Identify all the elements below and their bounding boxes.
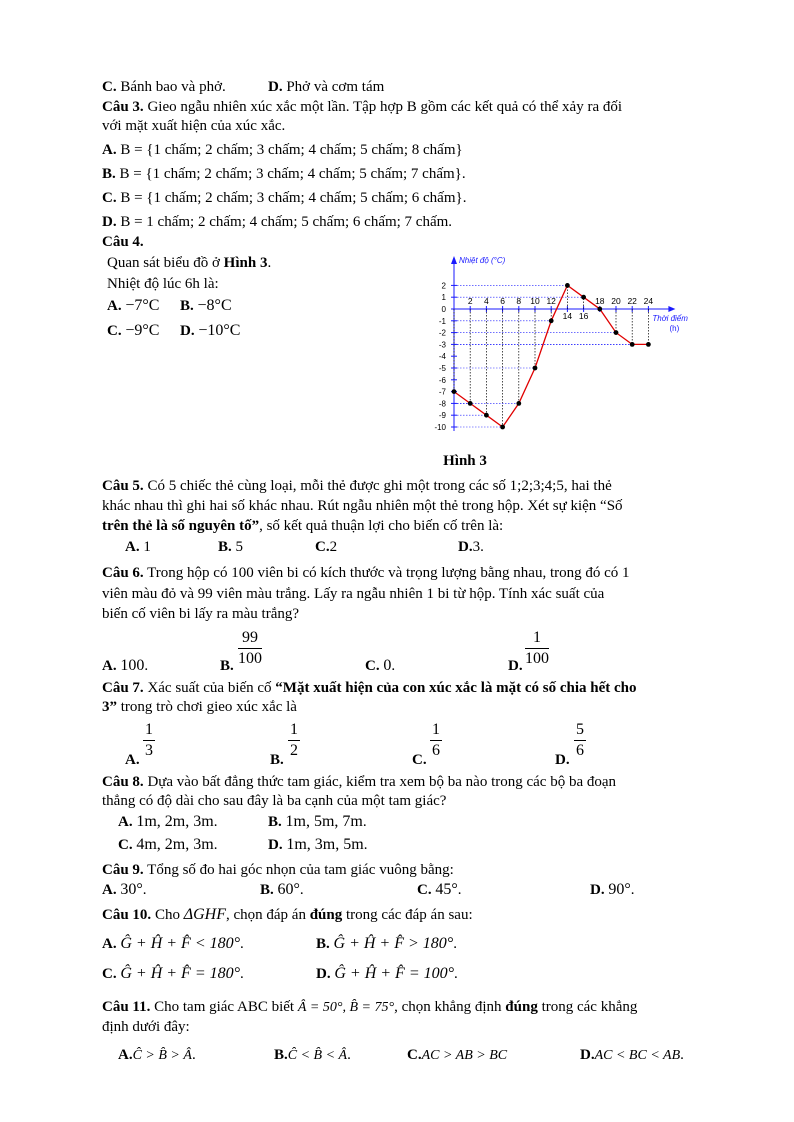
- q2-option-d: D. Phở và cơm tám: [268, 79, 385, 95]
- q7-option-b-fraction: $\frac{1}{2}$: [290, 721, 298, 759]
- data-point: [484, 413, 489, 418]
- q6-option-c: C. 0.: [365, 657, 396, 674]
- data-point: [468, 401, 473, 406]
- x-tick-label: 4: [484, 296, 489, 306]
- q6-option-a: A. 100.: [102, 657, 149, 674]
- y-tick-label: -1: [438, 316, 446, 326]
- q7-option-d-fraction: $\frac{5}{6}$: [576, 721, 584, 759]
- q3-option-d: D. B = 1 chấm; 2 chấm; 4 chấm; 5 chấm; 6 chấm; 7 chấm.: [102, 214, 453, 230]
- q3-stem-line1: Câu 3. Gieo ngẫu nhiên xúc xắc một lần. Tập hợp B gồm các kết quả có thể xảy ra đối: [102, 99, 623, 115]
- q3-stem-line2: với mặt xuất hiện của xúc xắc.: [102, 118, 286, 134]
- q9-option-c: C. 45°.: [417, 881, 462, 898]
- q6-option-d-key: D.: [508, 658, 523, 674]
- q5-option-d: D.3.: [458, 539, 484, 555]
- q8-option-b: B. 1m, 5m, 7m.: [268, 813, 367, 830]
- x-axis-arrow: [668, 306, 675, 312]
- q6-stem-line3: biến cố viên bi lấy ra màu trắng?: [102, 606, 300, 622]
- q5-option-a: A. 1: [125, 539, 151, 555]
- y-tick-label: -2: [438, 328, 446, 338]
- q9-option-d: D. 90°.: [590, 881, 635, 898]
- q3-option-a: A. B = {1 chấm; 2 chấm; 3 chấm; 4 chấm; 5 chấm; 8 chấm}: [102, 142, 463, 158]
- q4-option-c: C. −9°C: [107, 322, 160, 339]
- x-tick-label: 22: [627, 296, 637, 306]
- data-point: [581, 295, 586, 300]
- q10-option-a: A. Ĝ + Ĥ + F̂ < 180°.: [102, 935, 244, 952]
- q8-option-d: D. 1m, 3m, 5m.: [268, 836, 368, 853]
- x-tick-label: 10: [530, 296, 540, 306]
- q11-option-c: C.AC > AB > BC: [407, 1047, 508, 1063]
- y-tick-label: 1: [441, 293, 446, 303]
- q6-stem-line1: Câu 6. Trong hộp có 100 viên bi có kích thước và trọng lượng bằng nhau, trong đó có 1: [102, 565, 630, 581]
- temperature-line-chart: [420, 250, 690, 445]
- q5-option-c: C.2: [315, 539, 338, 555]
- q6-stem-line2: viên màu đỏ và 99 viên màu trắng. Lấy ra ngẫu nhiên 1 bi từ hộp. Tính xác suất của: [102, 586, 605, 602]
- q5-stem-line1: Câu 5. Có 5 chiếc thẻ cùng loại, mỗi thẻ được ghi một trong các số 1;2;3;4;5, hai thẻ: [102, 478, 612, 494]
- q4-option-b: B. −8°C: [180, 297, 232, 314]
- q7-option-c-key: C.: [412, 752, 427, 768]
- x-axis-label: Thời điểm: [652, 314, 688, 323]
- q7-option-c-fraction: $\frac{1}{6}$: [432, 721, 440, 759]
- y-tick-label: -10: [434, 423, 446, 432]
- data-point: [597, 307, 602, 312]
- q7-option-a-fraction: $\frac{1}{3}$: [145, 721, 153, 759]
- x-tick-label: 20: [611, 296, 621, 306]
- y-tick-label: -8: [438, 399, 446, 409]
- q5-option-b: B. 5: [218, 539, 244, 555]
- q4-stem-line2: Nhiệt độ lúc 6h là:: [107, 276, 219, 292]
- q11-stem-line1: Câu 11. Cho tam giác ABC biết Â = 50°, B̂ = 75°, chọn khẳng định đúng trong các khẳng: [102, 999, 638, 1015]
- y-tick-label: -6: [438, 375, 446, 385]
- y-tick-label: -5: [438, 364, 446, 373]
- y-tick-label: -7: [438, 387, 446, 397]
- q9-option-b: B. 60°.: [260, 881, 304, 898]
- y-tick-label: -3: [438, 340, 446, 350]
- q7-option-d-key: D.: [555, 752, 570, 768]
- x-tick-label: 8: [516, 296, 522, 306]
- q11-option-b: B.Ĉ < B̂ < Â.: [274, 1047, 351, 1063]
- q3-option-b: B. B = {1 chấm; 2 chấm; 3 chấm; 4 chấm; 5 chấm; 7 chấm}.: [102, 166, 466, 182]
- q9-option-a: A. 30°.: [102, 881, 147, 898]
- q11-option-a: A.Ĉ > B̂ > Â.: [118, 1047, 196, 1063]
- x-tick-label: 6: [500, 296, 505, 306]
- y-tick-label: 2: [441, 281, 446, 291]
- data-point: [516, 401, 521, 406]
- q4-label: Câu 4.: [102, 234, 144, 250]
- q10-option-b: B. Ĝ + Ĥ + F̂ > 180°.: [316, 935, 457, 952]
- q5-stem-line2: khác nhau thì ghi hai số khác nhau. Rút ngẫu nhiên một thẻ trong hộp. Xét sự kiện “Số: [102, 498, 623, 514]
- y-axis-arrow: [451, 256, 457, 264]
- q7-option-b-key: B.: [270, 752, 284, 768]
- q4-option-a: A. −7°C: [107, 297, 160, 314]
- data-point: [549, 318, 554, 323]
- x-tick-label: 2: [467, 296, 473, 306]
- x-tick-label: 24: [643, 296, 654, 306]
- q10-stem: Câu 10. Cho ΔGHF, chọn đáp án đúng trong các đáp án sau:: [102, 906, 473, 923]
- x-tick-label: 12: [546, 296, 556, 306]
- x-axis-unit: (h): [669, 324, 680, 333]
- x-tick-label: 14: [562, 311, 573, 321]
- x-tick-label: 18: [595, 296, 605, 306]
- q4-stem-line1: Quan sát biểu đồ ở Hình 3.: [107, 255, 272, 271]
- data-point: [646, 342, 651, 347]
- y-axis-label: Nhiệt độ (°C): [459, 256, 506, 265]
- q6-option-b-fraction: $\frac{99}{100}$: [238, 629, 262, 667]
- q6-option-d-fraction: $\frac{1}{100}$: [525, 629, 549, 667]
- data-point: [614, 330, 619, 335]
- q10-option-c: C. Ĝ + Ĥ + F̂ = 180°.: [102, 965, 244, 982]
- q5-stem-line3: trên thẻ là số nguyên tố”, số kết quả thuận lợi cho biến cố trên là:: [102, 518, 504, 534]
- y-tick-label: -9: [438, 411, 446, 421]
- q8-option-a: A. 1m, 2m, 3m.: [118, 813, 218, 830]
- q3-option-c: C. B = {1 chấm; 2 chấm; 3 chấm; 4 chấm; 5 chấm; 6 chấm}.: [102, 190, 467, 206]
- data-point: [500, 425, 505, 430]
- q6-option-b-key: B.: [220, 658, 234, 674]
- q7-stem-line1: Câu 7. Xác suất của biến cố “Mặt xuất hiện của con xúc xắc là mặt có số chia hết cho: [102, 680, 637, 696]
- q2-option-c: C. Bánh bao và phở.: [102, 79, 226, 95]
- q8-stem-line2: thẳng có độ dài cho sau đây là ba cạnh của một tam giác?: [102, 793, 447, 809]
- q9-stem: Câu 9. Tổng số đo hai góc nhọn của tam giác vuông bằng:: [102, 862, 454, 878]
- data-point: [630, 342, 635, 347]
- q8-stem-line1: Câu 8. Dựa vào bất đẳng thức tam giác, kiểm tra xem bộ ba nào trong các bộ ba đoạn: [102, 774, 617, 790]
- q11-option-d: D.AC < BC < AB.: [580, 1047, 684, 1063]
- q10-option-d: D. Ĝ + Ĥ + F̂ = 100°.: [316, 965, 458, 982]
- q4-option-d: D. −10°C: [180, 322, 241, 339]
- chart-caption: Hình 3: [443, 453, 487, 469]
- data-point: [533, 366, 538, 371]
- q7-stem-line2: 3” trong trò chơi gieo xúc xắc là: [102, 699, 297, 715]
- q7-option-a-key: A.: [125, 752, 140, 768]
- x-tick-label: 16: [578, 311, 589, 321]
- q11-stem-line2: định dưới đây:: [102, 1019, 190, 1035]
- data-point: [565, 283, 570, 288]
- y-tick-label: -4: [438, 352, 446, 362]
- data-point: [452, 389, 457, 394]
- y-tick-label: 0: [441, 305, 446, 314]
- q8-option-c: C. 4m, 2m, 3m.: [118, 836, 218, 853]
